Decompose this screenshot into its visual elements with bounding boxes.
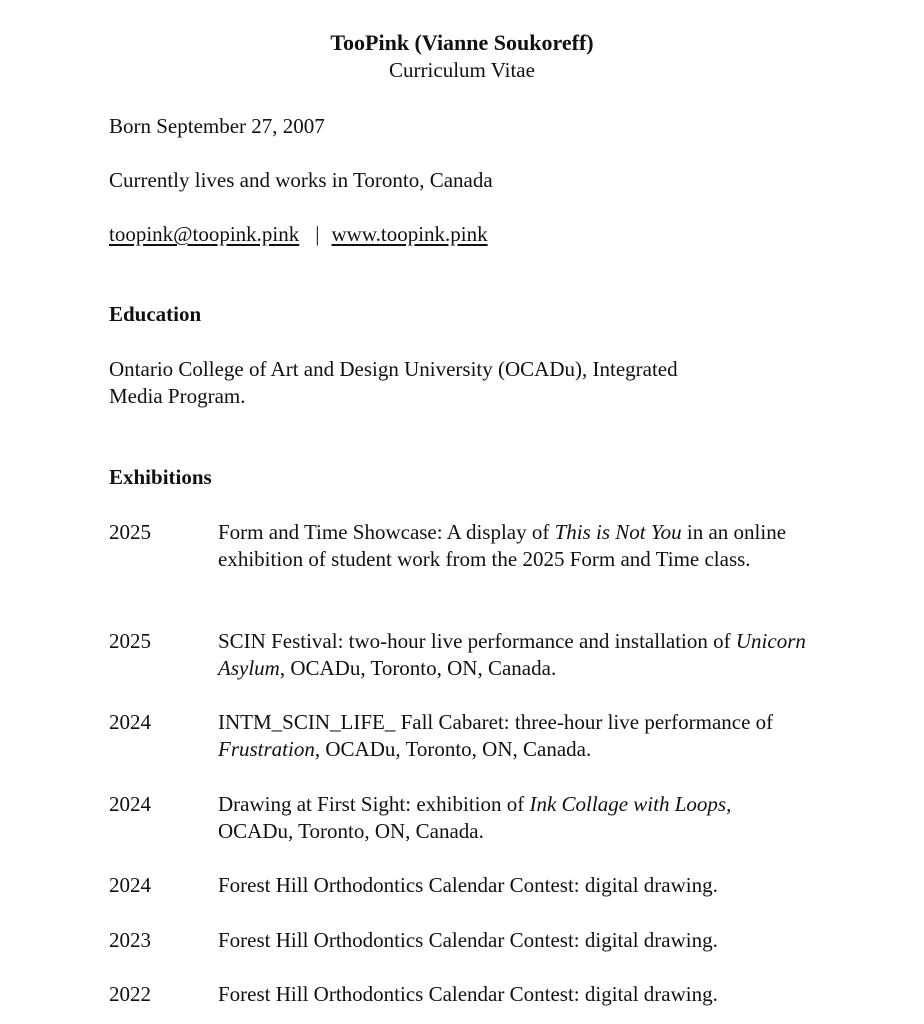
exhibition-description: INTM_SCIN_LIFE_ Fall Cabaret: three-hour live performance of Frustration, OCADu, Toronto, ON, Canada.	[218, 710, 774, 761]
exhibition-year: 2022	[109, 982, 151, 1006]
exhibition-year: 2023	[109, 928, 151, 952]
birth-line	[109, 113, 809, 140]
cv-header	[0, 29, 924, 84]
work-title: Ink Collage with Loops,	[529, 792, 732, 816]
education-heading-text: Education	[109, 302, 202, 326]
education-entry	[109, 356, 809, 410]
exhibitions-heading	[109, 464, 809, 491]
artist-name: TooPink (Vianne Soukoreff)	[330, 30, 594, 55]
work-title: Frustration	[218, 737, 315, 761]
born-text: Born September 27, 2007	[109, 114, 325, 138]
exhibitions-heading-text: Exhibitions	[109, 465, 212, 489]
education-line-1: Ontario College of Art and Design University (OCADu), Integrated	[109, 357, 678, 381]
work-title: Unicorn Asylum	[218, 629, 806, 680]
exhibition-year: 2025	[109, 520, 151, 544]
exhibition-description: Forest Hill Orthodontics Calendar Contest: digital drawing.	[218, 873, 718, 897]
exhibition-description: SCIN Festival: two-hour live performance and installation of Unicorn Asylum, OCADu, Toronto, ON, Canada.	[218, 629, 806, 680]
contact-separator: |	[315, 222, 320, 246]
website-link[interactable]: www.toopink.pink	[331, 222, 488, 246]
exhibition-description: Form and Time Showcase: A display of This is Not You in an online exhibition of student work from the 2025 Form and Time class.	[218, 520, 787, 571]
exhibition-description: Forest Hill Orthodontics Calendar Contest: digital drawing.	[218, 982, 718, 1006]
contact-line	[109, 221, 809, 248]
exhibition-description: Forest Hill Orthodontics Calendar Contest: digital drawing.	[218, 928, 718, 952]
location-text: Currently lives and works in Toronto, Canada	[109, 168, 493, 192]
exhibition-description: Drawing at First Sight: exhibition of Ink Collage with Loops, OCADu, Toronto, ON, Canada.	[218, 792, 732, 843]
document-subtitle: Curriculum Vitae	[389, 58, 535, 82]
location-line	[109, 167, 809, 194]
exhibition-year: 2024	[109, 873, 151, 897]
exhibition-year: 2024	[109, 792, 151, 816]
exhibition-year: 2025	[109, 629, 151, 653]
work-title: This is Not You	[554, 520, 682, 544]
education-heading	[109, 301, 809, 328]
exhibition-year: 2024	[109, 710, 151, 734]
email-link[interactable]: toopink@toopink.pink	[109, 222, 300, 246]
education-line-2: Media Program.	[109, 384, 246, 408]
